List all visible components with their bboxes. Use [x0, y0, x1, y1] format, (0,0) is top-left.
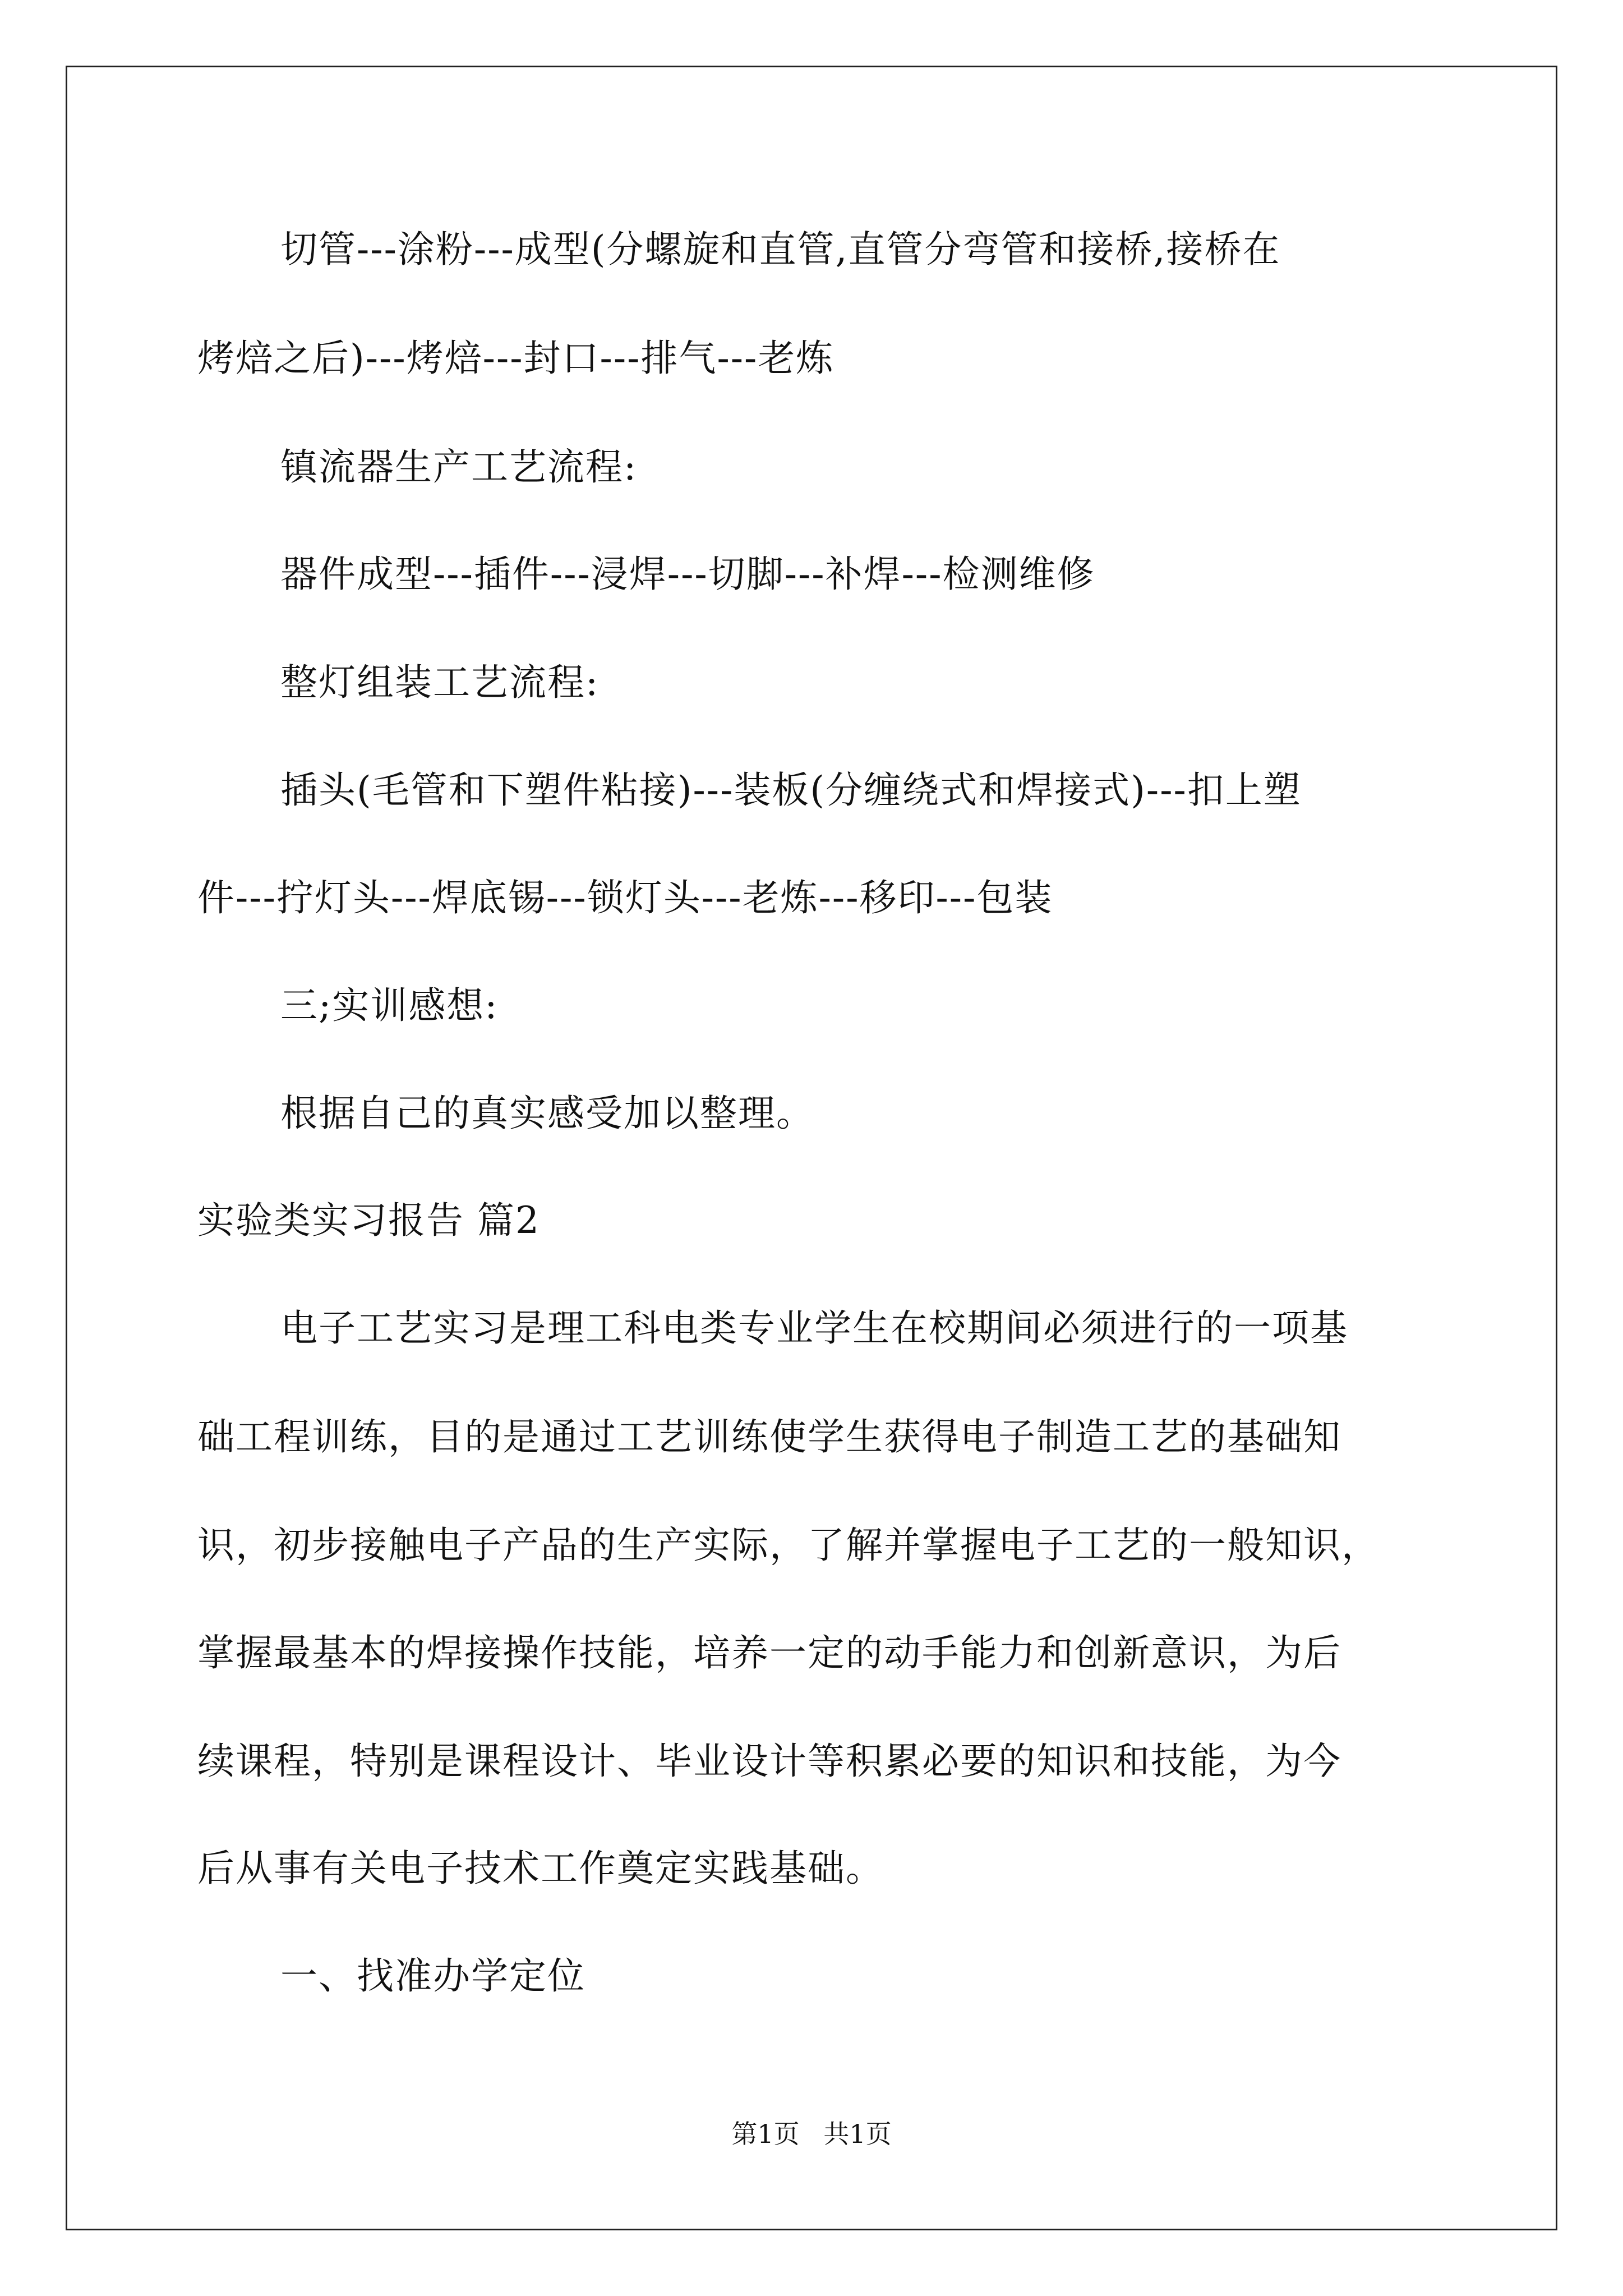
text-line-12: 础工程训练，目的是通过工艺训练使学生获得电子制造工艺的基础知 [197, 1415, 1341, 1458]
text-line-2: 烤焙之后)---烤焙---封口---排气---老炼 [197, 337, 834, 380]
text-line-4: 器件成型---插件---浸焊---切脚---补焊---检测维修 [280, 553, 1095, 596]
text-line-14: 掌握最基本的焊接操作技能，培养一定的动手能力和创新意识，为后 [197, 1631, 1341, 1674]
page-footer [0, 2118, 1623, 2150]
text-line-7: 件---拧灯头---焊底锡---锁灯头---老炼---移印---包装 [197, 876, 1053, 919]
page-total: 共1页 [823, 2119, 892, 2149]
text-line-16: 后从事有关电子技术工作奠定实践基础。 [197, 1847, 884, 1890]
text-line-9: 根据自己的真实感受加以整理。 [280, 1092, 814, 1135]
section-heading: 实验类实习报告 篇2 [197, 1199, 540, 1242]
text-line-5: 整灯组装工艺流程: [280, 661, 600, 704]
text-line-15: 续课程，特别是课程设计、毕业设计等积累必要的知识和技能，为今 [197, 1740, 1341, 1783]
text-line-3: 镇流器生产工艺流程: [280, 445, 638, 489]
text-line-13: 识，初步接触电子产品的生产实际，了解并掌握电子工艺的一般知识， [197, 1524, 1380, 1567]
page-border [66, 66, 1557, 2230]
text-line-6: 插头(毛管和下塑件粘接)---装板(分缠绕式和焊接式)---扣上塑 [280, 769, 1302, 812]
text-line-1: 切管---涂粉---成型(分螺旋和直管,直管分弯管和接桥,接桥在 [280, 228, 1281, 271]
page-number: 第1页 [731, 2119, 800, 2149]
text-line-11: 电子工艺实习是理工科电类专业学生在校期间必须进行的一项基 [280, 1306, 1348, 1350]
text-line-8: 三;实训感想: [280, 984, 499, 1027]
text-line-17: 一、找准办学定位 [280, 1954, 585, 1998]
